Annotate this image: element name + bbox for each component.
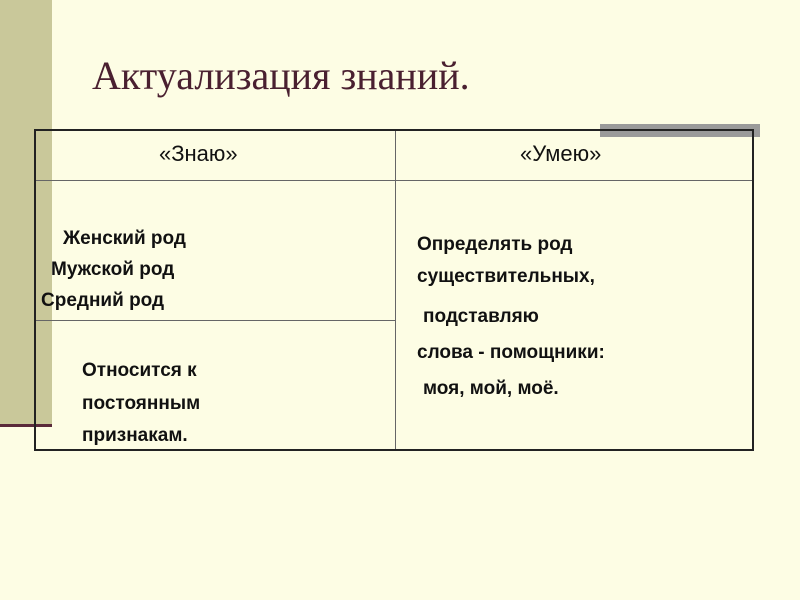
relates-line-2: постоянным <box>82 393 201 414</box>
gender-masculine: Мужской род <box>51 259 175 280</box>
left-row-divider <box>36 320 395 321</box>
can-line-4: слова - помощники: <box>417 342 605 363</box>
gender-feminine: Женский род <box>63 228 186 249</box>
relates-line-3: признакам. <box>82 425 188 446</box>
can-line-3: подставляю <box>423 306 539 327</box>
relates-line-1: Относится к <box>82 360 197 381</box>
header-can: «Умею» <box>520 141 602 166</box>
can-line-2: существительных, <box>417 266 595 287</box>
can-line-5: моя, мой, моё. <box>423 378 559 399</box>
can-line-1: Определять род <box>417 234 573 255</box>
gender-neuter: Средний род <box>41 290 165 311</box>
header-divider <box>36 180 752 181</box>
slide-title: Актуализация знаний. <box>92 53 470 98</box>
column-divider <box>395 131 396 449</box>
header-know: «Знаю» <box>159 141 238 166</box>
